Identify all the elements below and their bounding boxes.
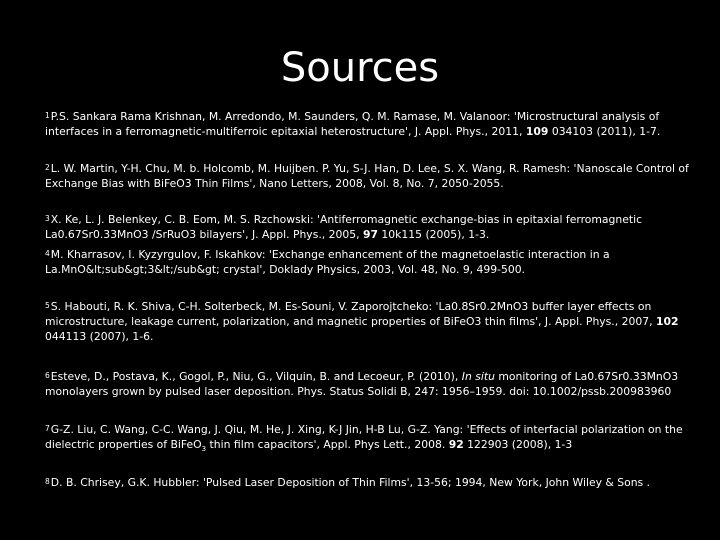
reference-text: S. Habouti, R. K. Shiva, C-H. Solterbeck, M. Es-Souni, V. Zaporojtcheko: 'La0.8Sr0.2MnO3 buffer layer effects on microstructure, leakage current, polarization, and magnetic properties of BiFeO3 thin films', J. Appl. Phys., 2007, — [45, 300, 653, 328]
reference-text: M. Kharrasov, I. Kyzyrgulov, F. Iskahkov: 'Exchange enhancement of the magnetoelastic interaction in a La.MnO&lt;sub&gt;3&lt;/sub&gt; crystal', Doklady Physics, 2003, Vol. 48, No. 9, 499-500. — [45, 248, 610, 276]
reference-item — [45, 474, 700, 490]
reference-number: 4 — [45, 249, 50, 258]
reference-text: G-Z. Liu, C. Wang, C-C. Wang, J. Qiu, M. He, J. Xing, K-J Jin, H-B Lu, G-Z. Yang: 'Effects of interfacial polarization on the dielectric properties of BiFeO — [45, 423, 683, 451]
reference-text-tail: 122903 (2008), 1-3 — [463, 438, 573, 451]
reference-item — [45, 246, 700, 277]
reference-number: 2 — [45, 163, 50, 172]
reference-subscript: 3 — [201, 445, 207, 454]
reference-number: 3 — [45, 214, 50, 223]
reference-item — [45, 368, 700, 399]
reference-number: 8 — [45, 477, 50, 486]
reference-text-tail: 10k115 (2005), 1-3. — [378, 228, 490, 241]
reference-item — [45, 211, 700, 242]
reference-text-tail: 034103 (2011), 1-7. — [548, 125, 661, 138]
reference-volume: 102 — [655, 315, 679, 328]
reference-volume: 92 — [448, 438, 464, 451]
reference-volume: 97 — [362, 228, 378, 241]
reference-text: Esteve, D., Postava, K., Gogol, P., Niu, G., Vilquin, B. and Lecoeur, P. (2010), — [50, 370, 459, 383]
reference-text-middle: thin film capacitors', Appl. Phys Lett., 2008. — [206, 438, 446, 451]
reference-italic: In situ — [461, 370, 495, 383]
reference-text: L. W. Martin, Y-H. Chu, M. b. Holcomb, M. Huijben. P. Yu, S-J. Han, D. Lee, S. X. Wang, R. Ramesh: 'Nanoscale Control of Exchange Bias with BiFeO3 Thin Films', Nano Letters, 2008, Vol. 8, No. 7, 2050-2055. — [45, 162, 689, 190]
reference-item — [45, 421, 700, 452]
reference-number: 7 — [45, 424, 50, 433]
reference-number: 5 — [45, 301, 50, 310]
reference-volume: 109 — [525, 125, 549, 138]
reference-text-tail: 044113 (2007), 1-6. — [45, 330, 154, 343]
slide-title: Sources — [280, 45, 440, 91]
reference-text-tail: monitoring of La0.67Sr0.33MnO3 monolayers grown by pulsed laser deposition. Phys. Status Solidi B, 247: 1956–1959. doi: 10.1002/pssb.200983960 — [45, 370, 679, 398]
reference-number: 1 — [45, 111, 50, 120]
reference-text: P.S. Sankara Rama Krishnan, M. Arredondo, M. Saunders, Q. M. Ramase, M. Valanoor: 'Microstructural analysis of interfaces in a ferromagnetic-multiferroic epitaxial heterostructure', J. Appl. Phys., 2011, — [45, 110, 660, 138]
reference-item — [45, 108, 700, 139]
reference-text: X. Ke, L. J. Belenkey, C. B. Eom, M. S. Rzchowski: 'Antiferromagnetic exchange-bias in epitaxial ferromagnetic La0.67Sr0.33MnO3 /SrRuO3 bilayers', J. Appl. Phys., 2005, — [45, 213, 643, 241]
reference-item — [45, 160, 700, 191]
reference-text: D. B. Chrisey, G.K. Hubbler: 'Pulsed Laser Deposition of Thin Films', 13-56; 1994, New York, John Wiley & Sons . — [50, 476, 651, 489]
reference-number: 6 — [45, 371, 50, 380]
reference-item — [45, 298, 700, 344]
